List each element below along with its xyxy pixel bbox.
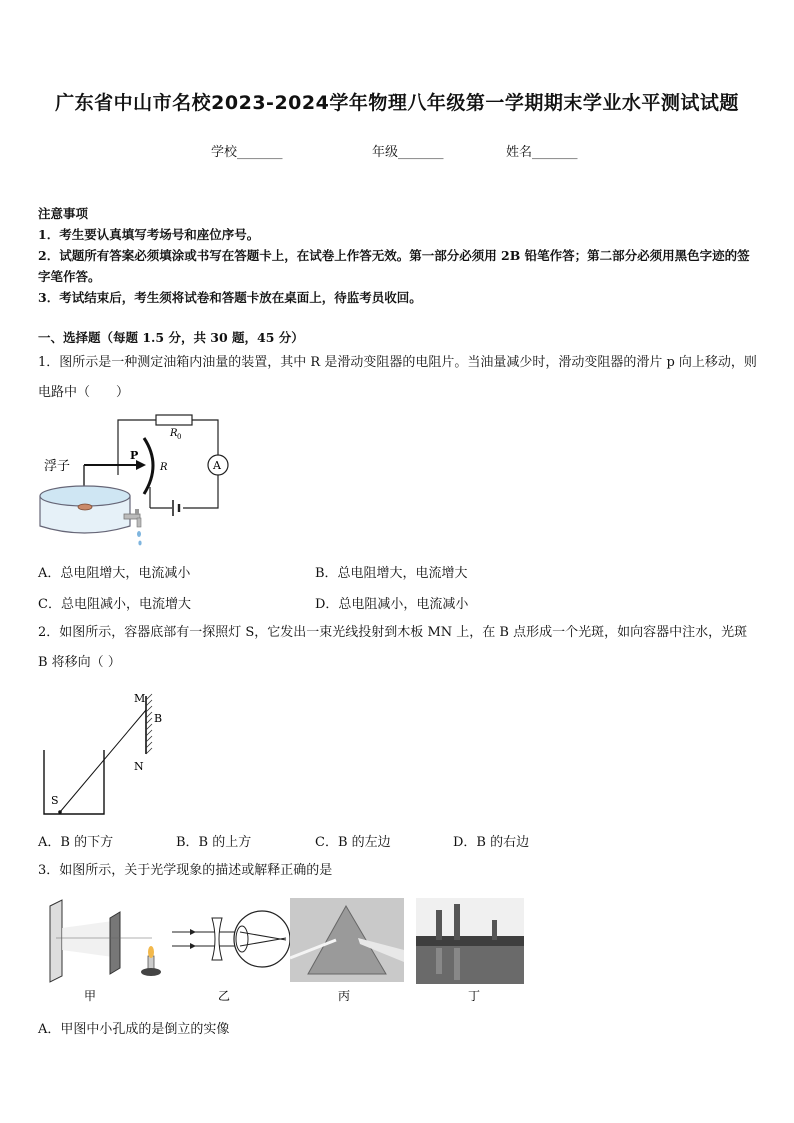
q1-option-d[interactable]: D．总电阻减小，电流减小 xyxy=(315,597,469,612)
label-n: N xyxy=(134,760,144,773)
water-drop-icon xyxy=(137,531,141,537)
caption-yi: 乙 xyxy=(218,989,231,1003)
q1-option-c[interactable]: C．总电阻减小，电流增大 xyxy=(38,597,191,612)
q2-option-a[interactable]: A．B 的下方 xyxy=(38,835,114,850)
name-field[interactable]: 姓名_______ xyxy=(506,145,578,160)
school-field[interactable]: 学校_______ xyxy=(211,145,283,160)
searchlight-figure xyxy=(38,688,168,820)
note-item: 2．试题所有答案必须填涂或书写在答题卡上，在试卷上作答无效。第一部分必须用 2B 铅笔作答；第二部分必须用黑色字迹的签字笔作答。 xyxy=(38,248,750,284)
notes-heading: 注意事项 xyxy=(38,206,89,221)
q1-option-a[interactable]: A．总电阻增大，电流减小 xyxy=(38,566,191,581)
float-label: 浮子 xyxy=(44,459,71,474)
q2-option-b[interactable]: B．B 的上方 xyxy=(176,835,252,850)
q1-option-b[interactable]: B．总电阻增大，电流增大 xyxy=(315,566,468,581)
page-title: 广东省中山市名校2023-2024学年物理八年级第一学期期末学业水平测试试题 xyxy=(55,92,739,114)
oil-gauge-figure xyxy=(38,410,238,550)
caption-ding: 丁 xyxy=(468,989,481,1003)
grade-field[interactable]: 年级_______ xyxy=(372,145,444,160)
note-item: 3．考试结束后，考生须将试卷和答题卡放在桌面上，待监考员收回。 xyxy=(38,290,422,305)
question-2-stem: 2．如图所示，容器底部有一探照灯 S，它发出一束光线投射到木板 MN 上，在 B 点形成一个光斑，如向容器中注水，光斑 B 将移向（ ） xyxy=(38,625,748,670)
label-b: B xyxy=(154,712,163,725)
r-label: R xyxy=(160,462,168,473)
q2-option-d[interactable]: D．B 的右边 xyxy=(453,835,530,850)
q3-option-a[interactable]: A．甲图中小孔成的是倒立的实像 xyxy=(38,1022,230,1037)
ammeter-label: A xyxy=(213,459,221,472)
question-3-stem: 3．如图所示，关于光学现象的描述或解释正确的是 xyxy=(38,863,333,878)
resistor-r0 xyxy=(156,415,192,425)
caption-jia: 甲 xyxy=(84,989,97,1003)
reflection-panel xyxy=(416,898,524,1003)
label-s: S xyxy=(51,794,59,807)
r0-subscript: 0 xyxy=(177,433,182,441)
float-icon xyxy=(78,504,92,510)
prism-panel xyxy=(290,898,404,1003)
notes-section xyxy=(38,203,760,308)
rheostat-arc xyxy=(144,438,153,494)
candle-flame-icon xyxy=(148,946,154,958)
caption-bing: 丙 xyxy=(338,989,351,1003)
pinhole-panel xyxy=(50,900,161,1003)
searchlight-icon xyxy=(58,810,62,814)
p-label: P xyxy=(130,449,139,462)
label-m: M xyxy=(134,692,146,705)
eye-lens-panel xyxy=(172,911,290,1003)
tower-icon xyxy=(436,910,442,940)
optics-figure xyxy=(40,898,530,1008)
r0-label: R xyxy=(170,428,178,439)
question-1-stem: 1．图所示是一种测定油箱内油量的装置，其中 R 是滑动变阻器的电阻片。当油量减少时，滑动变阻器的滑片 p 向上移动，则电路中（ ） xyxy=(38,355,757,400)
section-heading: 一、选择题（每题 1.5 分，共 30 题，45 分） xyxy=(38,330,304,345)
q2-option-c[interactable]: C．B 的左边 xyxy=(315,835,391,850)
note-item: 1．考生要认真填写考场号和座位序号。 xyxy=(38,227,260,242)
concave-lens-icon xyxy=(212,918,222,960)
